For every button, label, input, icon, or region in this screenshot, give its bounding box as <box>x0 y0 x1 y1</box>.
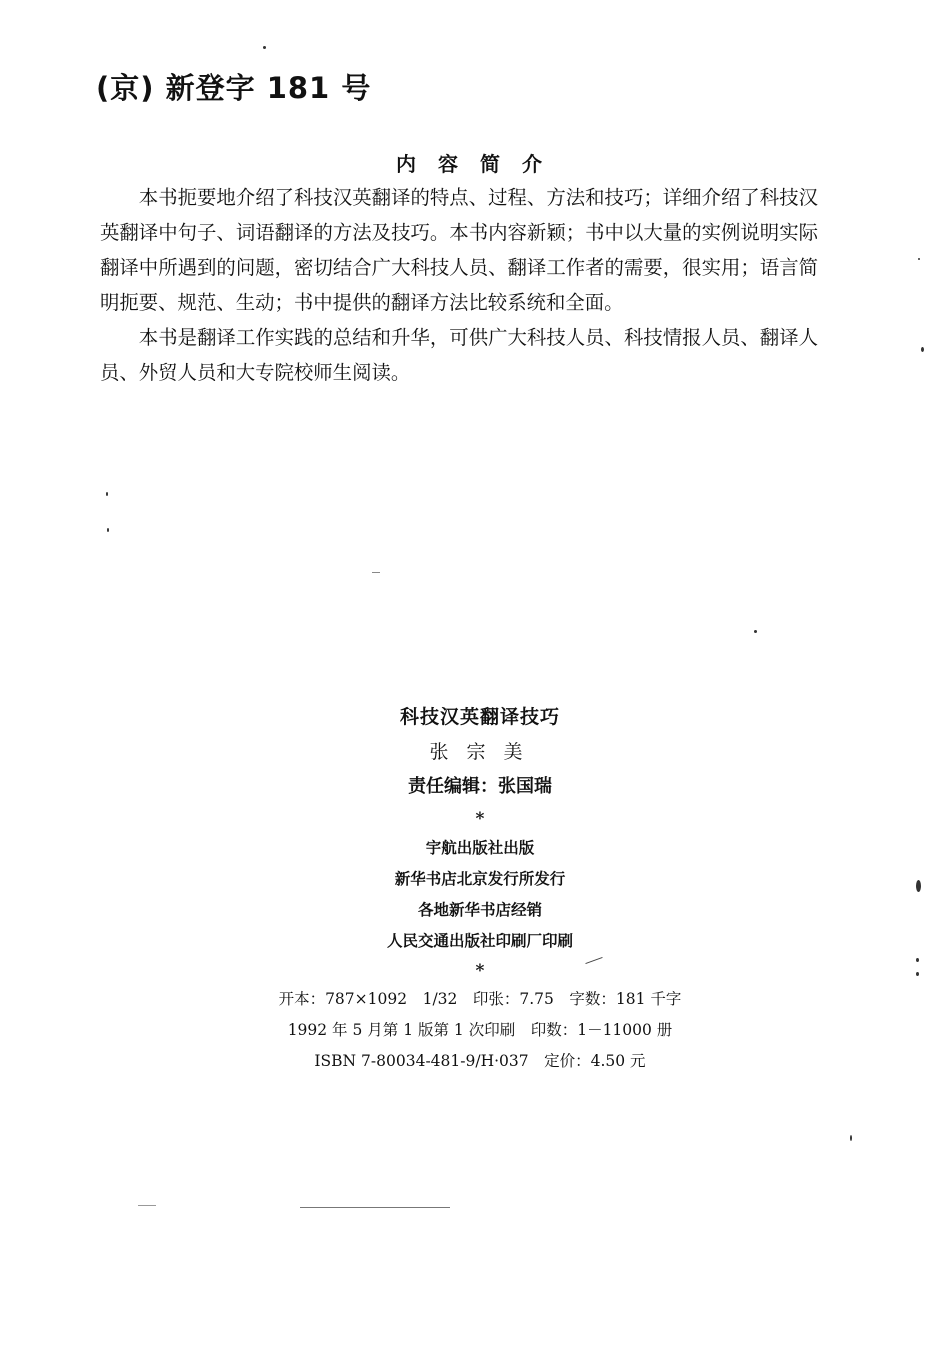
summary-heading: 内容简介 <box>396 152 564 176</box>
scan-speck <box>263 46 266 49</box>
scan-line <box>372 572 380 573</box>
publisher: 宇航出版社出版 <box>425 838 535 857</box>
scan-speck <box>918 258 920 260</box>
responsible-editor: 责任编辑：张国瑞 <box>408 776 552 797</box>
distributor: 新华书店北京发行所发行 <box>394 869 566 888</box>
scan-speck <box>921 347 924 352</box>
book-title: 科技汉英翻译技巧 <box>399 706 560 728</box>
scan-speck <box>916 880 921 892</box>
format-info: 开本：787×1092 1/32 印张：7.75 字数：181 千字 <box>278 990 682 1008</box>
separator-asterisk-2: * <box>475 961 485 981</box>
scan-speck <box>916 972 919 976</box>
scan-speck <box>106 492 108 496</box>
author: 张宗美 <box>429 741 541 763</box>
seller: 各地新华书店经销 <box>417 900 542 919</box>
scan-speck <box>107 528 109 532</box>
isbn-price: ISBN 7-80034-481-9/H·037 定价：4.50 元 <box>314 1052 646 1070</box>
scan-speck <box>916 958 919 962</box>
scan-speck <box>850 1135 852 1141</box>
registration-number: (京) 新登字 181 号 <box>96 71 372 105</box>
edition-info: 1992 年 5 月第 1 版第 1 次印刷 印数：1－11000 册 <box>287 1021 673 1039</box>
summary-body <box>100 180 818 390</box>
separator-asterisk: * <box>475 809 485 829</box>
summary-paragraph-1: 本书扼要地介绍了科技汉英翻译的特点、过程、方法和技巧；详细介绍了科技汉英翻译中句子、词语翻译的方法及技巧。本书内容新颖；书中以大量的实例说明实际翻译中所遇到的问题，密切结合广大科技人员、翻译工作者的需要，很实用；语言简明扼要、规范、生动；书中提供的翻译方法比较系统和全面。 <box>100 186 818 314</box>
scan-speck <box>754 630 757 633</box>
scan-line <box>138 1205 156 1206</box>
printer: 人民交通出版社印刷厂印刷 <box>386 931 573 950</box>
colophon <box>0 700 950 1077</box>
summary-paragraph-2: 本书是翻译工作实践的总结和升华，可供广大科技人员、科技情报人员、翻译人员、外贸人员和大专院校师生阅读。 <box>100 326 818 384</box>
scan-line <box>300 1207 450 1208</box>
